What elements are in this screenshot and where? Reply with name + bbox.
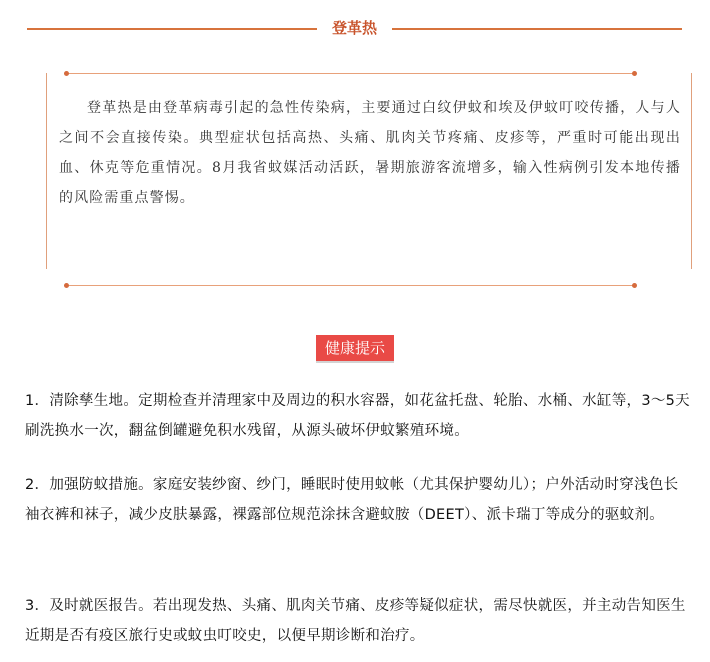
page-title: 登革热 xyxy=(331,19,377,37)
intro-bottom-left-dot xyxy=(64,283,69,288)
tip-item-mosquito-protection: 2．加强防蚊措施。家庭安装纱窗、纱门，睡眠时使用蚊帐（尤其保护婴幼儿）；户外活动时穿浅色长袖衣裤和袜子，减少皮肤暴露，裸露部位规范涂抹含避蚊胺（DEET）、派卡瑞丁等成分的驱蚊剂。 xyxy=(25,477,679,523)
intro-paragraph: 登革热是由登革病毒引起的急性传染病，主要通过白纹伊蚊和埃及伊蚊叮咬传播，人与人之间不会直接传染。典型症状包括高热、头痛、肌肉关节疼痛、皮疹等，严重时可能出现出血、休克等危重情况。8月我省蚊媒活动活跃，暑期旅游客流增多，输入性病例引发本地传播的风险需重点警惕。 xyxy=(59,100,681,206)
intro-box xyxy=(46,73,692,269)
title-divider-left xyxy=(27,28,317,30)
health-tips-heading: 健康提示 xyxy=(316,335,394,363)
title-bar xyxy=(0,0,710,46)
tip-item-seek-medical-care: 3．及时就医报告。若出现发热、头痛、肌肉关节痛、皮疹等疑似症状，需尽快就医，并主动告知医生近期是否有疫区旅行史或蚊虫叮咬史，以便早期诊断和治疗。 xyxy=(25,598,686,644)
tip-item-clear-breeding-sites: 1．清除孳生地。定期检查并清理家中及周边的积水容器，如花盆托盘、轮胎、水桶、水缸等，3～5天刷洗换水一次，翻盆倒罐避免积水残留，从源头破坏伊蚊繁殖环境。 xyxy=(25,393,690,439)
intro-bottom-right-dot xyxy=(632,283,637,288)
intro-bottom-divider xyxy=(64,285,636,286)
title-divider-right xyxy=(392,28,682,30)
